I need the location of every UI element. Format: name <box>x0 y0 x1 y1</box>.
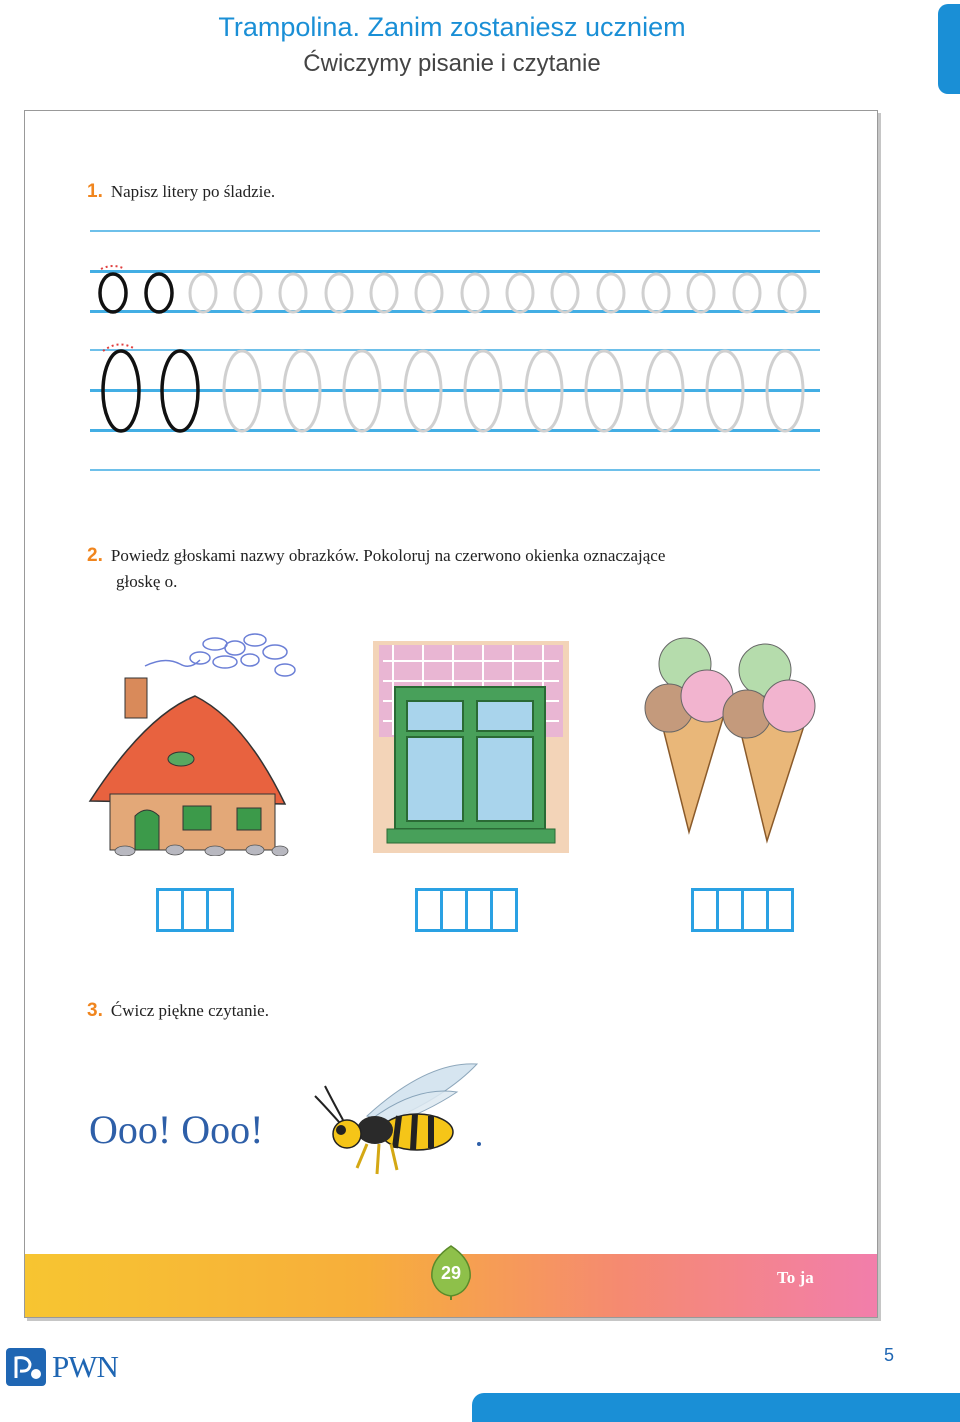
answer-box[interactable] <box>418 891 443 929</box>
task-2-line1: Powiedz głoskami nazwy obrazków. Pokoloruj na czerwono okienka oznaczające <box>110 546 666 565</box>
answer-box[interactable] <box>744 891 769 929</box>
answer-box[interactable] <box>184 891 209 929</box>
task-1-number: 1. <box>87 181 103 202</box>
task-2-number: 2. <box>87 545 103 566</box>
worksheet-page <box>24 110 878 1318</box>
task-1 <box>87 181 275 203</box>
answer-boxes-ice-cream[interactable] <box>691 888 794 932</box>
task-1-text: Napisz litery po śladzie. <box>110 182 276 201</box>
answer-box[interactable] <box>443 891 468 929</box>
ruled-line <box>90 469 820 471</box>
answer-box[interactable] <box>719 891 744 929</box>
answer-box[interactable] <box>209 891 231 929</box>
wasp-picture <box>287 1056 487 1181</box>
task-2-line2: głoskę o. <box>116 572 178 591</box>
task-3-number: 3. <box>87 1000 103 1021</box>
document-title: Trampolina. Zanim zostaniesz uczniem <box>218 12 686 42</box>
ice-cream-picture <box>641 636 827 851</box>
house-picture <box>85 626 305 856</box>
corner-tab <box>938 4 960 94</box>
footer-accent-bar <box>472 1393 960 1422</box>
task-3 <box>87 1000 269 1022</box>
task-2 <box>87 543 827 595</box>
answer-box[interactable] <box>769 891 791 929</box>
ruled-line <box>90 230 820 232</box>
tracing-row-capital-o[interactable] <box>91 337 821 437</box>
section-label: To ja <box>777 1268 814 1287</box>
pwn-logo-text: PWN <box>52 1349 118 1384</box>
reading-text: Ooo! Ooo! <box>89 1107 264 1152</box>
answer-box[interactable] <box>159 891 184 929</box>
pwn-logo <box>6 1348 118 1386</box>
tracing-row-small-o[interactable] <box>91 259 821 319</box>
document-subtitle: Ćwiczymy pisanie i czytanie <box>303 50 601 77</box>
answer-boxes-house[interactable] <box>156 888 234 932</box>
footer-page-number: 5 <box>883 1345 894 1365</box>
window-picture <box>373 641 569 853</box>
answer-box[interactable] <box>468 891 493 929</box>
answer-box[interactable] <box>493 891 515 929</box>
answer-boxes-window[interactable] <box>415 888 518 932</box>
answer-box[interactable] <box>694 891 719 929</box>
book-page-number: 29 <box>440 1263 462 1283</box>
task-3-text: Ćwicz piękne czytanie. <box>110 1001 269 1020</box>
pwn-logo-icon <box>6 1348 46 1386</box>
